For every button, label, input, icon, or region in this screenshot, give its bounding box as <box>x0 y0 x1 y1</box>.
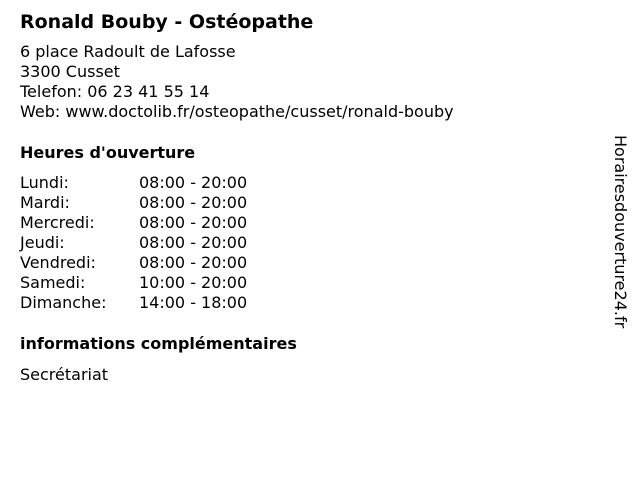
time-range: 08:00 - 20:00 <box>139 253 248 272</box>
day-label: Dimanche: <box>20 293 107 312</box>
info-heading: informations complémentaires <box>20 334 297 353</box>
hours-row-sunday <box>20 293 600 313</box>
time-range: 08:00 - 20:00 <box>139 193 248 212</box>
hours-row-friday <box>20 253 600 273</box>
hours-row-thursday <box>20 233 600 253</box>
time-range: 14:00 - 18:00 <box>139 293 248 312</box>
info-text: Secrétariat <box>20 365 109 384</box>
hours-heading: Heures d'ouverture <box>20 143 196 162</box>
address-line-2: 3300 Cusset <box>20 62 120 81</box>
hours-row-tuesday <box>20 193 600 213</box>
day-label: Lundi: <box>20 173 69 192</box>
business-title: Ronald Bouby - Ostéopathe <box>20 11 314 33</box>
site-watermark: Horairesdouverture24.fr <box>611 135 630 329</box>
contact-block <box>20 42 600 122</box>
day-label: Samedi: <box>20 273 86 292</box>
hours-row-monday <box>20 173 600 193</box>
time-range: 08:00 - 20:00 <box>139 213 248 232</box>
day-label: Mardi: <box>20 193 70 212</box>
hours-row-wednesday <box>20 213 600 233</box>
address-line-1: 6 place Radoult de Lafosse <box>20 42 236 61</box>
time-range: 10:00 - 20:00 <box>139 273 248 292</box>
time-range: 08:00 - 20:00 <box>139 173 248 192</box>
phone-line: Telefon: 06 23 41 55 14 <box>20 82 210 101</box>
day-label: Mercredi: <box>20 213 95 232</box>
hours-table <box>20 173 600 313</box>
time-range: 08:00 - 20:00 <box>139 233 248 252</box>
day-label: Jeudi: <box>20 233 65 252</box>
web-line: Web: www.doctolib.fr/osteopathe/cusset/ronald-bouby <box>20 102 454 121</box>
hours-row-saturday <box>20 273 600 293</box>
day-label: Vendredi: <box>20 253 96 272</box>
business-card <box>20 10 600 385</box>
